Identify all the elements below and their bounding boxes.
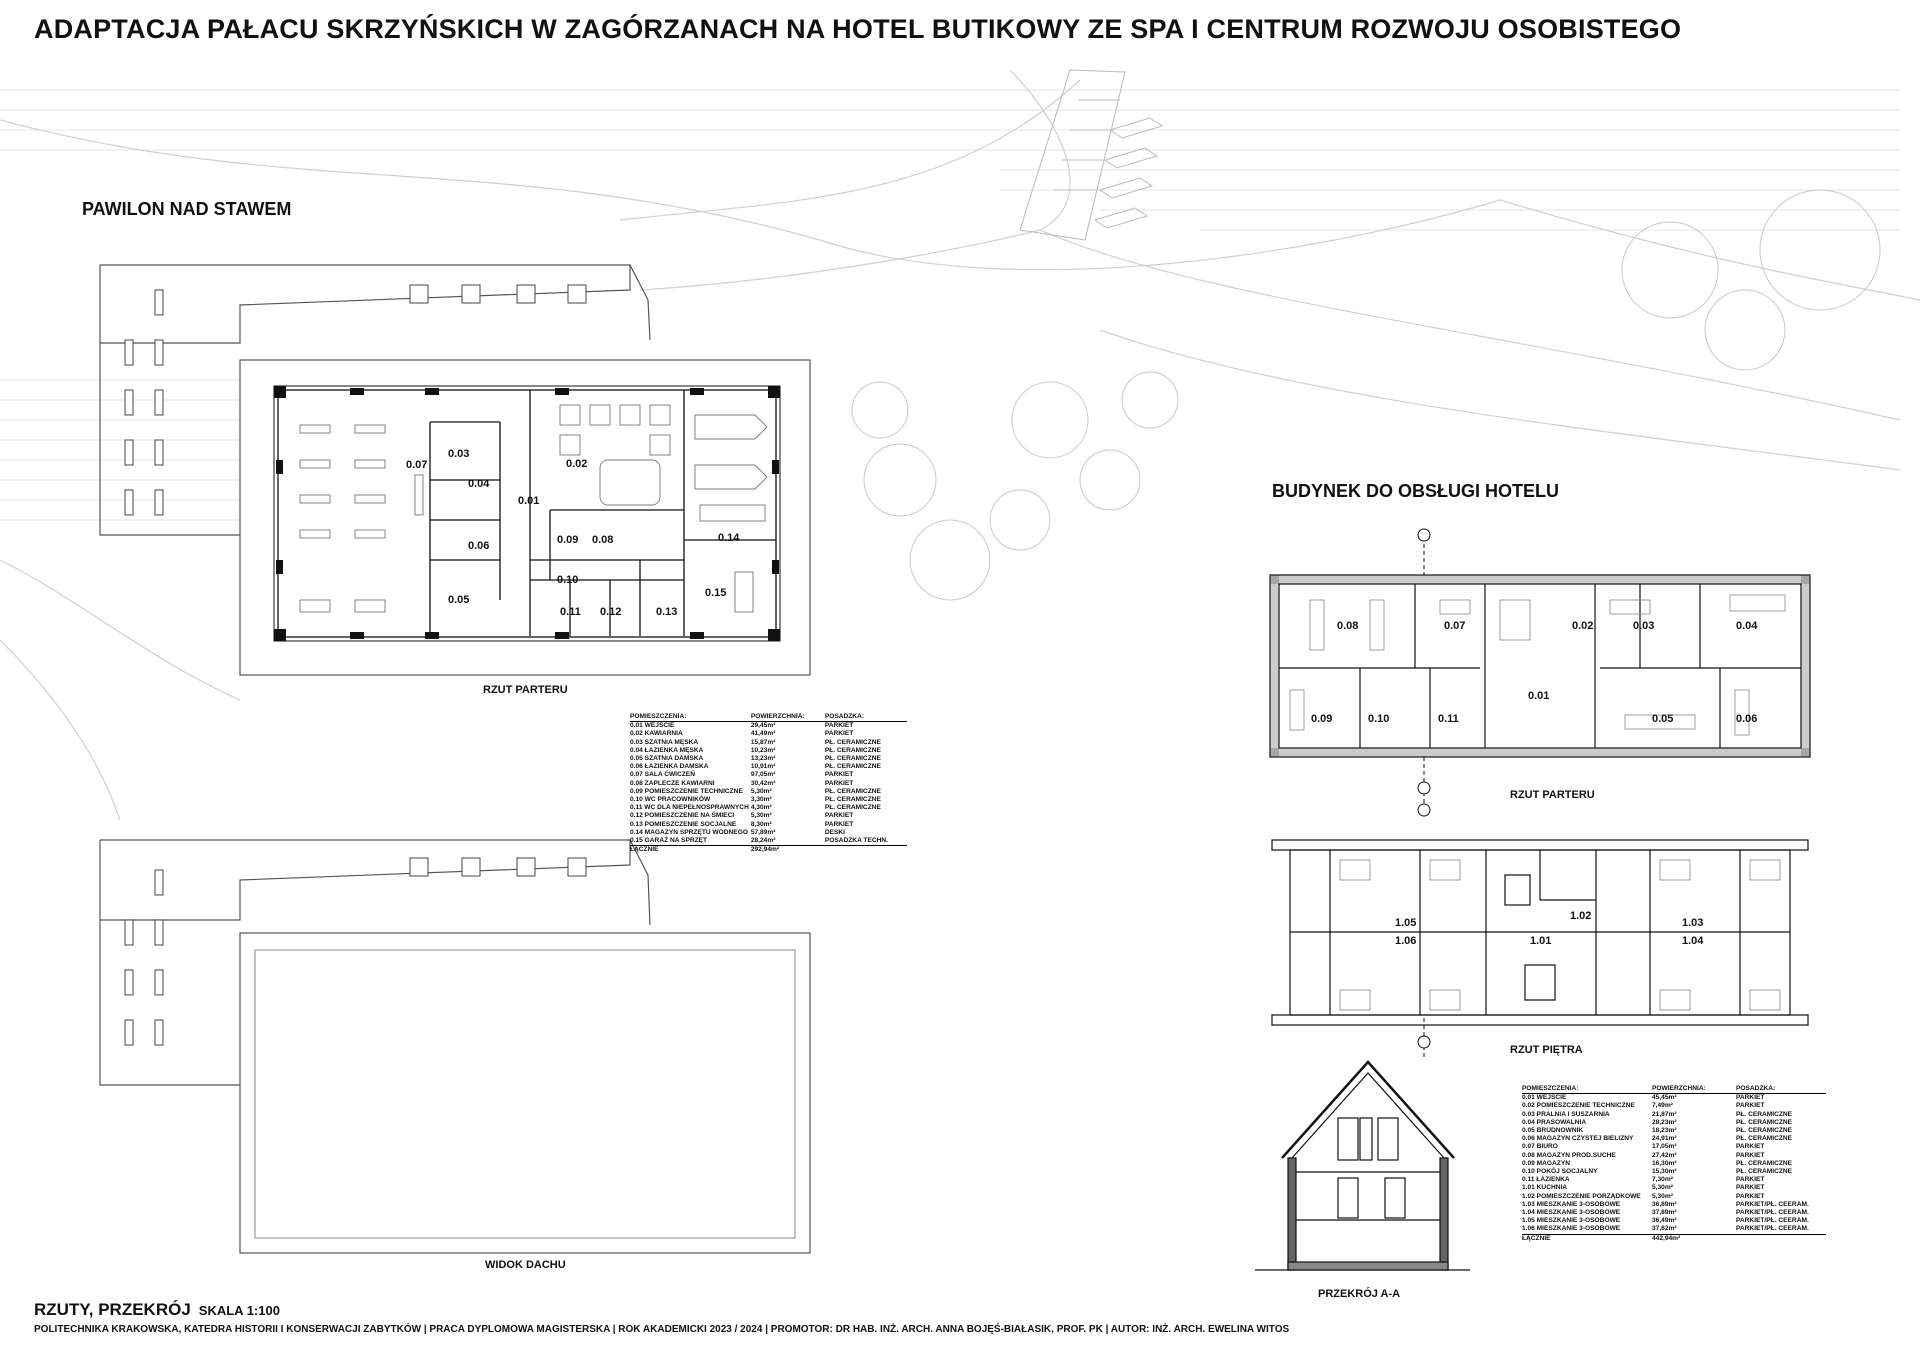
table-cell: 21,87m² <box>1652 1110 1677 1118</box>
table-cell: 15,87m² <box>750 738 776 746</box>
table-row <box>1522 1209 1826 1217</box>
table-cell: 292,94m² <box>751 846 825 855</box>
table-cell: 97,05m² <box>750 771 776 779</box>
table-row <box>1522 1201 1826 1209</box>
table-cell: 0.03 PRALNIA I SUSZARNIA <box>1522 1110 1610 1118</box>
table-cell: 1.06 MIESZKANIE 3-OSOBOWE <box>1522 1225 1621 1233</box>
table-cell: 0.11 WC DLA NIEPEŁNOSPRAWNYCH <box>630 804 749 812</box>
pavilion-room-table <box>630 713 907 854</box>
section-caption: PRZEKRÓJ A-A <box>1318 1288 1401 1300</box>
table-cell: 7,30m² <box>1652 1176 1673 1184</box>
table-cell: PŁ. CERAMICZNE <box>824 804 881 812</box>
table-cell: POSADZKA: <box>825 713 907 722</box>
room-label: 1.01 <box>1530 935 1552 947</box>
table-cell: 27,42m² <box>1652 1151 1677 1159</box>
table-row <box>1522 1127 1826 1135</box>
table-cell: 0.08 MAGAZYN PROD.SUCHE <box>1522 1151 1616 1159</box>
table-cell: 0.03 SZATNIA MĘSKA <box>630 738 699 746</box>
table-cell: 17,05m² <box>1652 1143 1677 1151</box>
room-label: 0.04 <box>468 478 490 490</box>
room-label: 0.02 <box>1572 620 1594 632</box>
table-cell: 28,23m² <box>1652 1118 1677 1126</box>
room-label: 0.05 <box>1652 713 1674 725</box>
table-row <box>1522 1193 1826 1201</box>
table-cell: POMIESZCZENIA: <box>1522 1085 1652 1094</box>
table-row <box>1522 1168 1826 1176</box>
table-cell: 0.02 KAWIARNIA <box>630 730 683 738</box>
table-cell: 0.04 ŁAZIENKA MĘSKA <box>630 746 704 754</box>
table-cell: PARKIET <box>824 771 854 779</box>
table-cell: 41,49m² <box>750 730 776 738</box>
table-cell: PŁ. CERAMICZNE <box>1736 1159 1793 1167</box>
table-cell: 37,89m² <box>1652 1209 1677 1217</box>
scale-label: SKALA 1:100 <box>198 1303 280 1318</box>
table-cell: PARKIET <box>824 730 854 738</box>
footer-credits: POLITECHNIKA KRAKOWSKA, KATEDRA HISTORII I KONSERWACJI ZABYTKÓW | PRACA DYPLOMOWA MAGISTERSKA | ROK AKADEMICKI 2023 / 2024 | PROMOTOR: DR HAB. INŻ. ARCH. ANNA BOJĘŚ-BIAŁASIK, PROF. PK | AUTOR: INŻ. ARCH. EWELINA WITOS <box>34 1324 1290 1335</box>
table-cell <box>825 846 907 855</box>
table-cell: 5,30m² <box>1652 1192 1673 1200</box>
table-cell: POWIERZCHNIA: <box>751 713 825 722</box>
table-cell: PARKIET <box>824 779 854 787</box>
table-row <box>630 739 907 747</box>
pavilion-columns <box>274 386 780 641</box>
table-cell: PARKIET <box>1736 1192 1765 1200</box>
room-label: 0.05 <box>448 594 470 606</box>
table-cell: 0.14 MAGAZYN SPRZĘTU WODNEGO <box>630 828 748 836</box>
table-cell: POMIESZCZENIA: <box>630 713 751 722</box>
table-cell: 5,30m² <box>750 787 772 795</box>
room-label: 0.06 <box>1736 713 1758 725</box>
room-label: 0.08 <box>1337 620 1359 632</box>
table-cell: 1.04 MIESZKANIE 3-OSOBOWE <box>1522 1209 1621 1217</box>
table-row <box>1522 1119 1826 1127</box>
table-cell: 30,42m² <box>750 779 776 787</box>
table-cell: PARKIET <box>1736 1094 1765 1102</box>
table-cell: PŁ. CERAMICZNE <box>1736 1118 1793 1126</box>
room-label: 0.01 <box>518 495 540 507</box>
room-label: 0.07 <box>1444 620 1466 632</box>
table-cell: 4,30m² <box>750 804 772 812</box>
pond-texture <box>0 90 1900 520</box>
pavilion-terrace <box>100 265 810 675</box>
table-cell: 0.11 ŁAZIENKA <box>1522 1176 1570 1184</box>
room-label: 1.03 <box>1682 917 1704 929</box>
room-label: 0.14 <box>718 532 740 544</box>
table-cell: 0.07 BIURO <box>1522 1143 1558 1151</box>
room-label: 0.07 <box>406 459 428 471</box>
table-cell: PŁ. CERAMICZNE <box>1736 1110 1793 1118</box>
table-row <box>1522 1111 1826 1119</box>
table-row <box>1522 1102 1826 1110</box>
sheet-title: RZUTY, PRZEKRÓJ <box>34 1300 191 1319</box>
table-cell: 28,24m² <box>750 837 776 845</box>
table-cell: 24,91m² <box>1652 1135 1677 1143</box>
table-cell: PŁ. CERAMICZNE <box>1736 1168 1793 1176</box>
room-label: 1.05 <box>1395 917 1417 929</box>
room-label: 0.08 <box>592 534 614 546</box>
table-row <box>630 837 907 846</box>
table-cell: PARKIET <box>1736 1143 1765 1151</box>
table-row <box>630 780 907 788</box>
room-label: 0.03 <box>448 448 470 460</box>
table-cell: PŁ. CERAMICZNE <box>1736 1135 1793 1143</box>
table-cell: PARKIET <box>1736 1151 1765 1159</box>
table-row <box>1522 1135 1826 1143</box>
table-row <box>1522 1225 1826 1234</box>
table-cell: 36,89m² <box>1652 1200 1677 1208</box>
room-label: 0.01 <box>1528 690 1550 702</box>
table-cell: 442,94m² <box>1652 1234 1736 1243</box>
table-cell: 0.09 POMIESZCZENIE TECHNICZNE <box>630 787 743 795</box>
table-cell: ŁĄCZNIE <box>630 846 751 855</box>
room-label: 1.02 <box>1570 910 1592 922</box>
table-cell: POSADZKA TECHN. <box>824 837 888 845</box>
table-cell: 0.07 SALA ĆWICZEŃ <box>630 771 695 779</box>
table-header <box>630 713 907 722</box>
room-label: 1.06 <box>1395 935 1417 947</box>
table-cell: 18,23m² <box>1652 1127 1677 1135</box>
room-label: 0.09 <box>557 534 579 546</box>
table-cell: 29,45m² <box>750 722 776 730</box>
table-cell: PŁ. CERAMICZNE <box>824 746 881 754</box>
table-cell: 0.01 WEJŚCIE <box>630 722 675 730</box>
table-cell: 0.02 POMIESZCZENIE TECHNICZNE <box>1522 1102 1635 1110</box>
table-cell: POSADZKA: <box>1736 1085 1826 1094</box>
table-row <box>630 755 907 763</box>
table-cell: 0.15 GARAŻ NA SPRZĘT <box>630 837 708 845</box>
table-cell: 0.12 POMIESZCZENIE NA ŚMIECI <box>630 812 735 820</box>
room-label: 0.11 <box>560 606 581 618</box>
table-cell: 45,45m² <box>1652 1094 1677 1102</box>
table-cell: ŁĄCZNIE <box>1522 1234 1652 1243</box>
table-row <box>630 730 907 738</box>
table-header <box>1522 1085 1826 1094</box>
pavilion-roof <box>100 840 810 1253</box>
board-title: ADAPTACJA PAŁACU SKRZYŃSKICH W ZAGÓRZANACH NA HOTEL BUTIKOWY ZE SPA I CENTRUM ROZWOJU OSOBISTEGO <box>34 14 1682 44</box>
table-cell: 37,62m² <box>1652 1225 1677 1233</box>
service-ground-furniture <box>1290 595 1785 735</box>
table-cell: 0.06 ŁAZIENKA DAMSKA <box>630 763 709 771</box>
table-cell: 0.05 BRUDNOWNIK <box>1522 1127 1584 1135</box>
table-cell: 0.13 POMIESZCZENIE SOCJALNE <box>630 820 737 828</box>
table-cell: 1.05 MIESZKANIE 3-OSOBOWE <box>1522 1217 1621 1225</box>
table-cell: 1.02 POMIESZCZENIE PORZĄDKOWE <box>1522 1192 1641 1200</box>
table-cell: 0.05 SZATNIA DAMSKA <box>630 755 704 763</box>
room-label: 0.04 <box>1736 620 1758 632</box>
table-cell: PŁ. CERAMICZNE <box>824 763 881 771</box>
room-label: 0.11 <box>1438 713 1459 725</box>
table-row <box>630 829 907 837</box>
pavilion-furniture <box>300 405 767 612</box>
room-label: 0.06 <box>468 540 490 552</box>
service-ground-walls <box>1270 575 1810 757</box>
room-label: 0.13 <box>656 606 678 618</box>
table-cell: PŁ. CERAMICZNE <box>824 787 881 795</box>
table-cell: PARKIET/PŁ. CEERAM. <box>1736 1200 1809 1208</box>
table-cell: 8,30m² <box>750 820 772 828</box>
shoreline <box>0 70 1920 820</box>
room-label: 1.04 <box>1682 935 1704 947</box>
room-label: 0.03 <box>1633 620 1655 632</box>
pier <box>1020 70 1162 240</box>
table-cell: 0.08 ZAPLECZE KAWIARNI <box>630 779 715 787</box>
table-row <box>1522 1094 1826 1103</box>
table-cell: PŁ. CERAMICZNE <box>1736 1127 1793 1135</box>
table-cell: 10,91m² <box>750 763 776 771</box>
roof-terrace-seats <box>125 858 586 1045</box>
service-heading: BUDYNEK DO OBSŁUGI HOTELU <box>1272 481 1560 501</box>
table-cell: 15,30m² <box>1652 1168 1677 1176</box>
table-cell: 5,30m² <box>750 812 772 820</box>
table-row <box>1522 1217 1826 1225</box>
pavilion-roof-caption: WIDOK DACHU <box>485 1259 566 1271</box>
table-cell: 0.01 WEJŚCIE <box>1522 1094 1567 1102</box>
service-ground-caption: RZUT PARTERU <box>1510 789 1595 801</box>
table-cell: PARKIET <box>824 812 854 820</box>
table-cell: PARKIET <box>824 820 854 828</box>
table-row <box>1522 1160 1826 1168</box>
table-cell <box>1736 1234 1826 1243</box>
table-cell: PARKIET <box>1736 1102 1765 1110</box>
footer-title <box>34 1300 280 1320</box>
room-label: 0.15 <box>705 587 727 599</box>
table-row <box>630 812 907 820</box>
table-total <box>1522 1234 1826 1243</box>
table-cell: 7,49m² <box>1652 1102 1673 1110</box>
table-row <box>630 821 907 829</box>
table-cell: 1.01 KUCHNIA <box>1522 1184 1568 1192</box>
room-label: 0.10 <box>1368 713 1390 725</box>
section-aa <box>1255 1062 1470 1270</box>
table-cell: 5,30m² <box>1652 1184 1673 1192</box>
table-row <box>1522 1184 1826 1192</box>
table-total <box>630 846 907 855</box>
pavilion-building <box>274 386 780 641</box>
table-row <box>630 796 907 804</box>
table-cell: 3,30m² <box>750 796 772 804</box>
table-row <box>630 771 907 779</box>
table-cell: POWIERZCHNIA: <box>1652 1085 1736 1094</box>
service-floor-walls <box>1272 840 1808 1025</box>
room-label: 0.10 <box>557 574 579 586</box>
table-row <box>1522 1176 1826 1184</box>
table-cell: 0.09 MAGAZYN <box>1522 1159 1570 1167</box>
table-cell: PŁ. CERAMICZNE <box>824 755 881 763</box>
table-cell: PARKIET/PŁ. CEERAM. <box>1736 1217 1809 1225</box>
table-cell: PARKIET/PŁ. CEERAM. <box>1736 1225 1809 1233</box>
table-row <box>1522 1143 1826 1151</box>
table-cell: 0.10 POKÓJ SOCJALNY <box>1522 1168 1598 1176</box>
table-cell: PARKIET <box>1736 1176 1765 1184</box>
table-row <box>630 788 907 796</box>
service-floor-caption: RZUT PIĘTRA <box>1510 1044 1583 1056</box>
table-cell: 0.04 PRASOWALNIA <box>1522 1118 1587 1126</box>
pavilion-heading: PAWILON NAD STAWEM <box>82 199 292 219</box>
table-row <box>630 722 907 731</box>
table-cell: PŁ. CERAMICZNE <box>824 796 881 804</box>
table-cell: 0.06 MAGAZYN CZYSTEJ BIELIZNY <box>1522 1135 1634 1143</box>
table-row <box>630 747 907 755</box>
table-cell: 13,23m² <box>750 755 776 763</box>
service-ground-columns <box>1270 575 1810 757</box>
table-cell: PARKIET/PŁ. CEERAM. <box>1736 1209 1809 1217</box>
table-cell: 36,49m² <box>1652 1217 1677 1225</box>
table-cell: 16,30m² <box>1652 1159 1677 1167</box>
service-room-table <box>1522 1085 1826 1243</box>
pavilion-ground-caption: RZUT PARTERU <box>483 684 568 696</box>
room-label: 0.09 <box>1311 713 1333 725</box>
table-cell: 57,89m² <box>750 828 776 836</box>
table-row <box>1522 1152 1826 1160</box>
room-label: 0.12 <box>600 606 622 618</box>
table-cell: 10,23m² <box>750 746 776 754</box>
table-cell: PŁ. CERAMICZNE <box>824 738 881 746</box>
table-cell: PARKIET <box>824 722 854 730</box>
table-cell: DESKI <box>824 828 845 836</box>
table-cell: 1.03 MIESZKANIE 3-OSOBOWE <box>1522 1200 1621 1208</box>
room-label: 0.02 <box>566 458 588 470</box>
table-cell: PARKIET <box>1736 1184 1765 1192</box>
table-cell: 0.10 WC PRACOWNIKÓW <box>630 796 711 804</box>
